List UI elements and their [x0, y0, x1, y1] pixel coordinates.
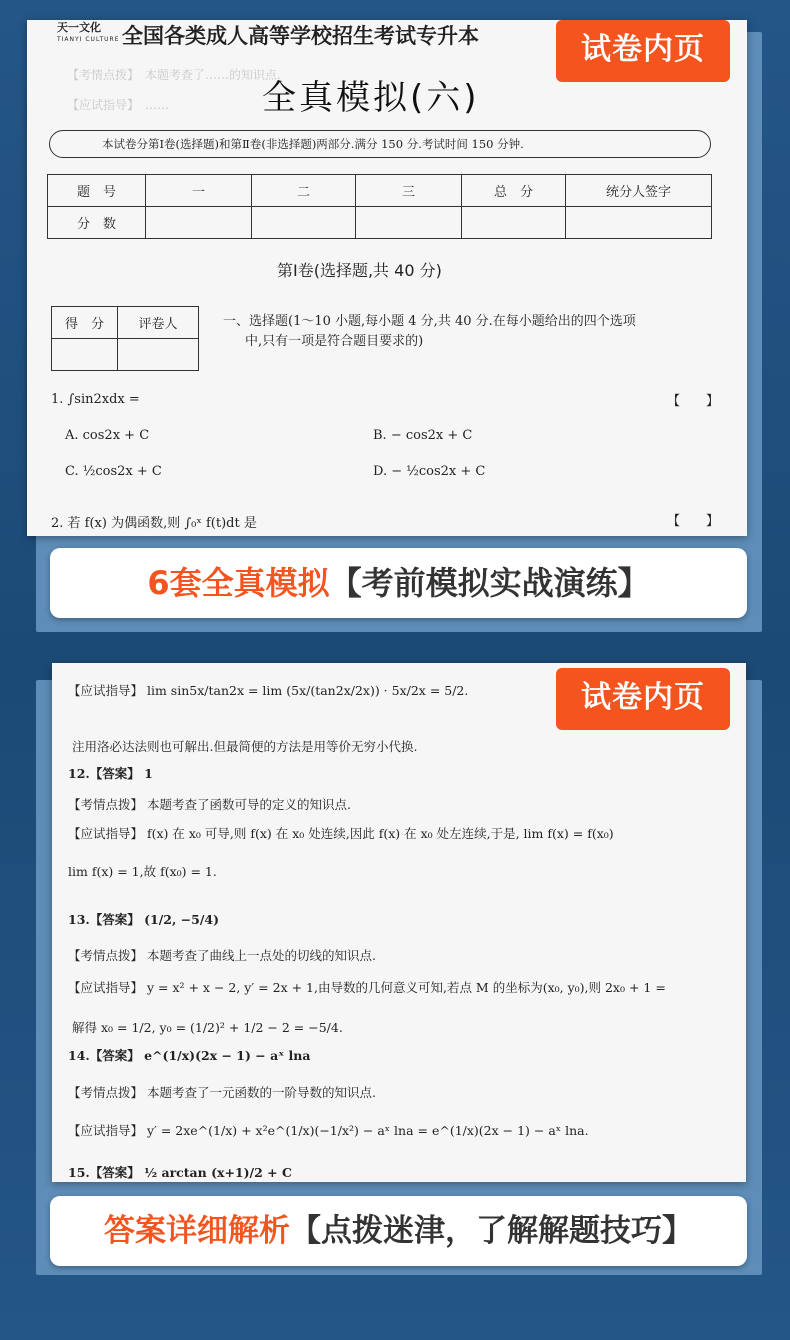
- table-row: [52, 339, 199, 371]
- grader-table: [51, 306, 199, 371]
- exam-headline: 全国各类成人高等学校招生考试专升本: [122, 23, 479, 48]
- caption-highlight: 6套全真模拟: [147, 564, 330, 602]
- option-a: A. cos2x + C: [65, 428, 150, 443]
- instruction-line: 中,只有一项是符合题目要求的): [245, 334, 424, 349]
- publisher-logo: [57, 22, 119, 46]
- answer-line: 【应试指导】 y = x² + x − 2, y′ = 2x + 1,由导数的几何意义可知,若点 M 的坐标为(x₀, y₀),则 2x₀ + 1 =: [68, 980, 666, 995]
- caption-highlight: 答案详细解析: [104, 1213, 290, 1249]
- page-badge: 试卷内页: [556, 668, 730, 730]
- answer-line: 13.【答案】 (1/2, −5/4): [68, 912, 220, 927]
- exam-page-preview: [27, 20, 747, 536]
- bleed-text: 【考情点拨】 本题考查了……的知识点.: [67, 68, 281, 82]
- table-row: [52, 307, 199, 339]
- header-cell: 统分人签字: [566, 175, 712, 207]
- caption-rest: 【考前模拟实战演练】: [329, 564, 650, 602]
- answer-line: lim f(x) = 1,故 f(x₀) = 1.: [68, 864, 217, 879]
- grader-cell: [52, 339, 118, 371]
- exam-title: 全真模拟(六): [262, 78, 480, 118]
- answer-page-preview: [52, 663, 746, 1182]
- header-cell: 三: [356, 175, 462, 207]
- score-cell: [252, 207, 356, 239]
- score-table: [47, 174, 712, 239]
- answer-line: 14.【答案】 e^(1/x)(2x − 1) − aˣ lna: [68, 1048, 311, 1063]
- option-b: B. − cos2x + C: [373, 428, 473, 443]
- caption-answer-analysis: [50, 1196, 747, 1266]
- answer-line: 解得 x₀ = 1/2, y₀ = (1/2)² + 1/2 − 2 = −5/4.: [72, 1020, 343, 1035]
- answer-line: 注用洛必达法则也可解出.但最简便的方法是用等价无穷小代换.: [72, 739, 418, 754]
- answer-line: 【应试指导】 y′ = 2xe^(1/x) + x²e^(1/x)(−1/x²) − aˣ lna = e^(1/x)(2x − 1) − aˣ lna.: [68, 1123, 589, 1138]
- question-2-stem: 2. 若 f(x) 为偶函数,则 ∫₀ˣ f(t)dt 是: [51, 516, 257, 531]
- answer-line: 15.【答案】 ½ arctan (x+1)/2 + C: [68, 1165, 292, 1180]
- answer-line: 【考情点拨】 本题考查了函数可导的定义的知识点.: [68, 797, 351, 812]
- header-cell: 一: [146, 175, 252, 207]
- score-cell: [462, 207, 566, 239]
- option-d: D. − ½cos2x + C: [373, 464, 486, 479]
- page-badge: 试卷内页: [556, 20, 730, 82]
- question-1-stem: 1. ∫sin2xdx =: [51, 392, 140, 407]
- score-cell: [146, 207, 252, 239]
- option-c: C. ½cos2x + C: [65, 464, 162, 479]
- score-cell: [566, 207, 712, 239]
- answer-line: 【应试指导】 lim sin5x/tan2x = lim (5x/(tan2x/2x)) · 5x/2x = 5/2.: [68, 683, 469, 698]
- table-row: [48, 207, 712, 239]
- header-cell: 题 号: [48, 175, 146, 207]
- caption-mock-exams: [50, 548, 747, 618]
- logo-sub: TIANYI CULTURE: [57, 36, 120, 43]
- answer-bracket: 【 】: [667, 394, 720, 409]
- answer-line: 【应试指导】 f(x) 在 x₀ 可导,则 f(x) 在 x₀ 处连续,因此 f(x) 在 x₀ 处左连续,于是, lim f(x) = f(x₀): [68, 826, 614, 841]
- exam-note: 本试卷分第Ⅰ卷(选择题)和第Ⅱ卷(非选择题)两部分.满分 150 分.考试时间 150 分钟.: [49, 130, 711, 158]
- answer-line: 【考情点拨】 本题考查了一元函数的一阶导数的知识点.: [68, 1085, 376, 1100]
- caption-rest: 【点拨迷津，了解解题技巧】: [290, 1213, 693, 1249]
- table-row: [48, 175, 712, 207]
- bleed-text: 【应试指导】 ……: [67, 98, 170, 112]
- grader-cell: [118, 339, 199, 371]
- logo-name: 天一文化: [57, 21, 101, 34]
- score-cell: [356, 207, 462, 239]
- row-label: 分 数: [48, 207, 146, 239]
- section-title: 第Ⅰ卷(选择题,共 40 分): [277, 261, 442, 280]
- header-cell: 二: [252, 175, 356, 207]
- instruction-line: 一、选择题(1～10 小题,每小题 4 分,共 40 分.在每小题给出的四个选项: [223, 314, 636, 329]
- answer-bracket: 【 】: [667, 514, 720, 529]
- answer-line: 12.【答案】 1: [68, 766, 153, 781]
- header-cell: 总 分: [462, 175, 566, 207]
- grader-cell: 得 分: [52, 307, 118, 339]
- grader-cell: 评卷人: [118, 307, 199, 339]
- answer-line: 【考情点拨】 本题考查了曲线上一点处的切线的知识点.: [68, 948, 376, 963]
